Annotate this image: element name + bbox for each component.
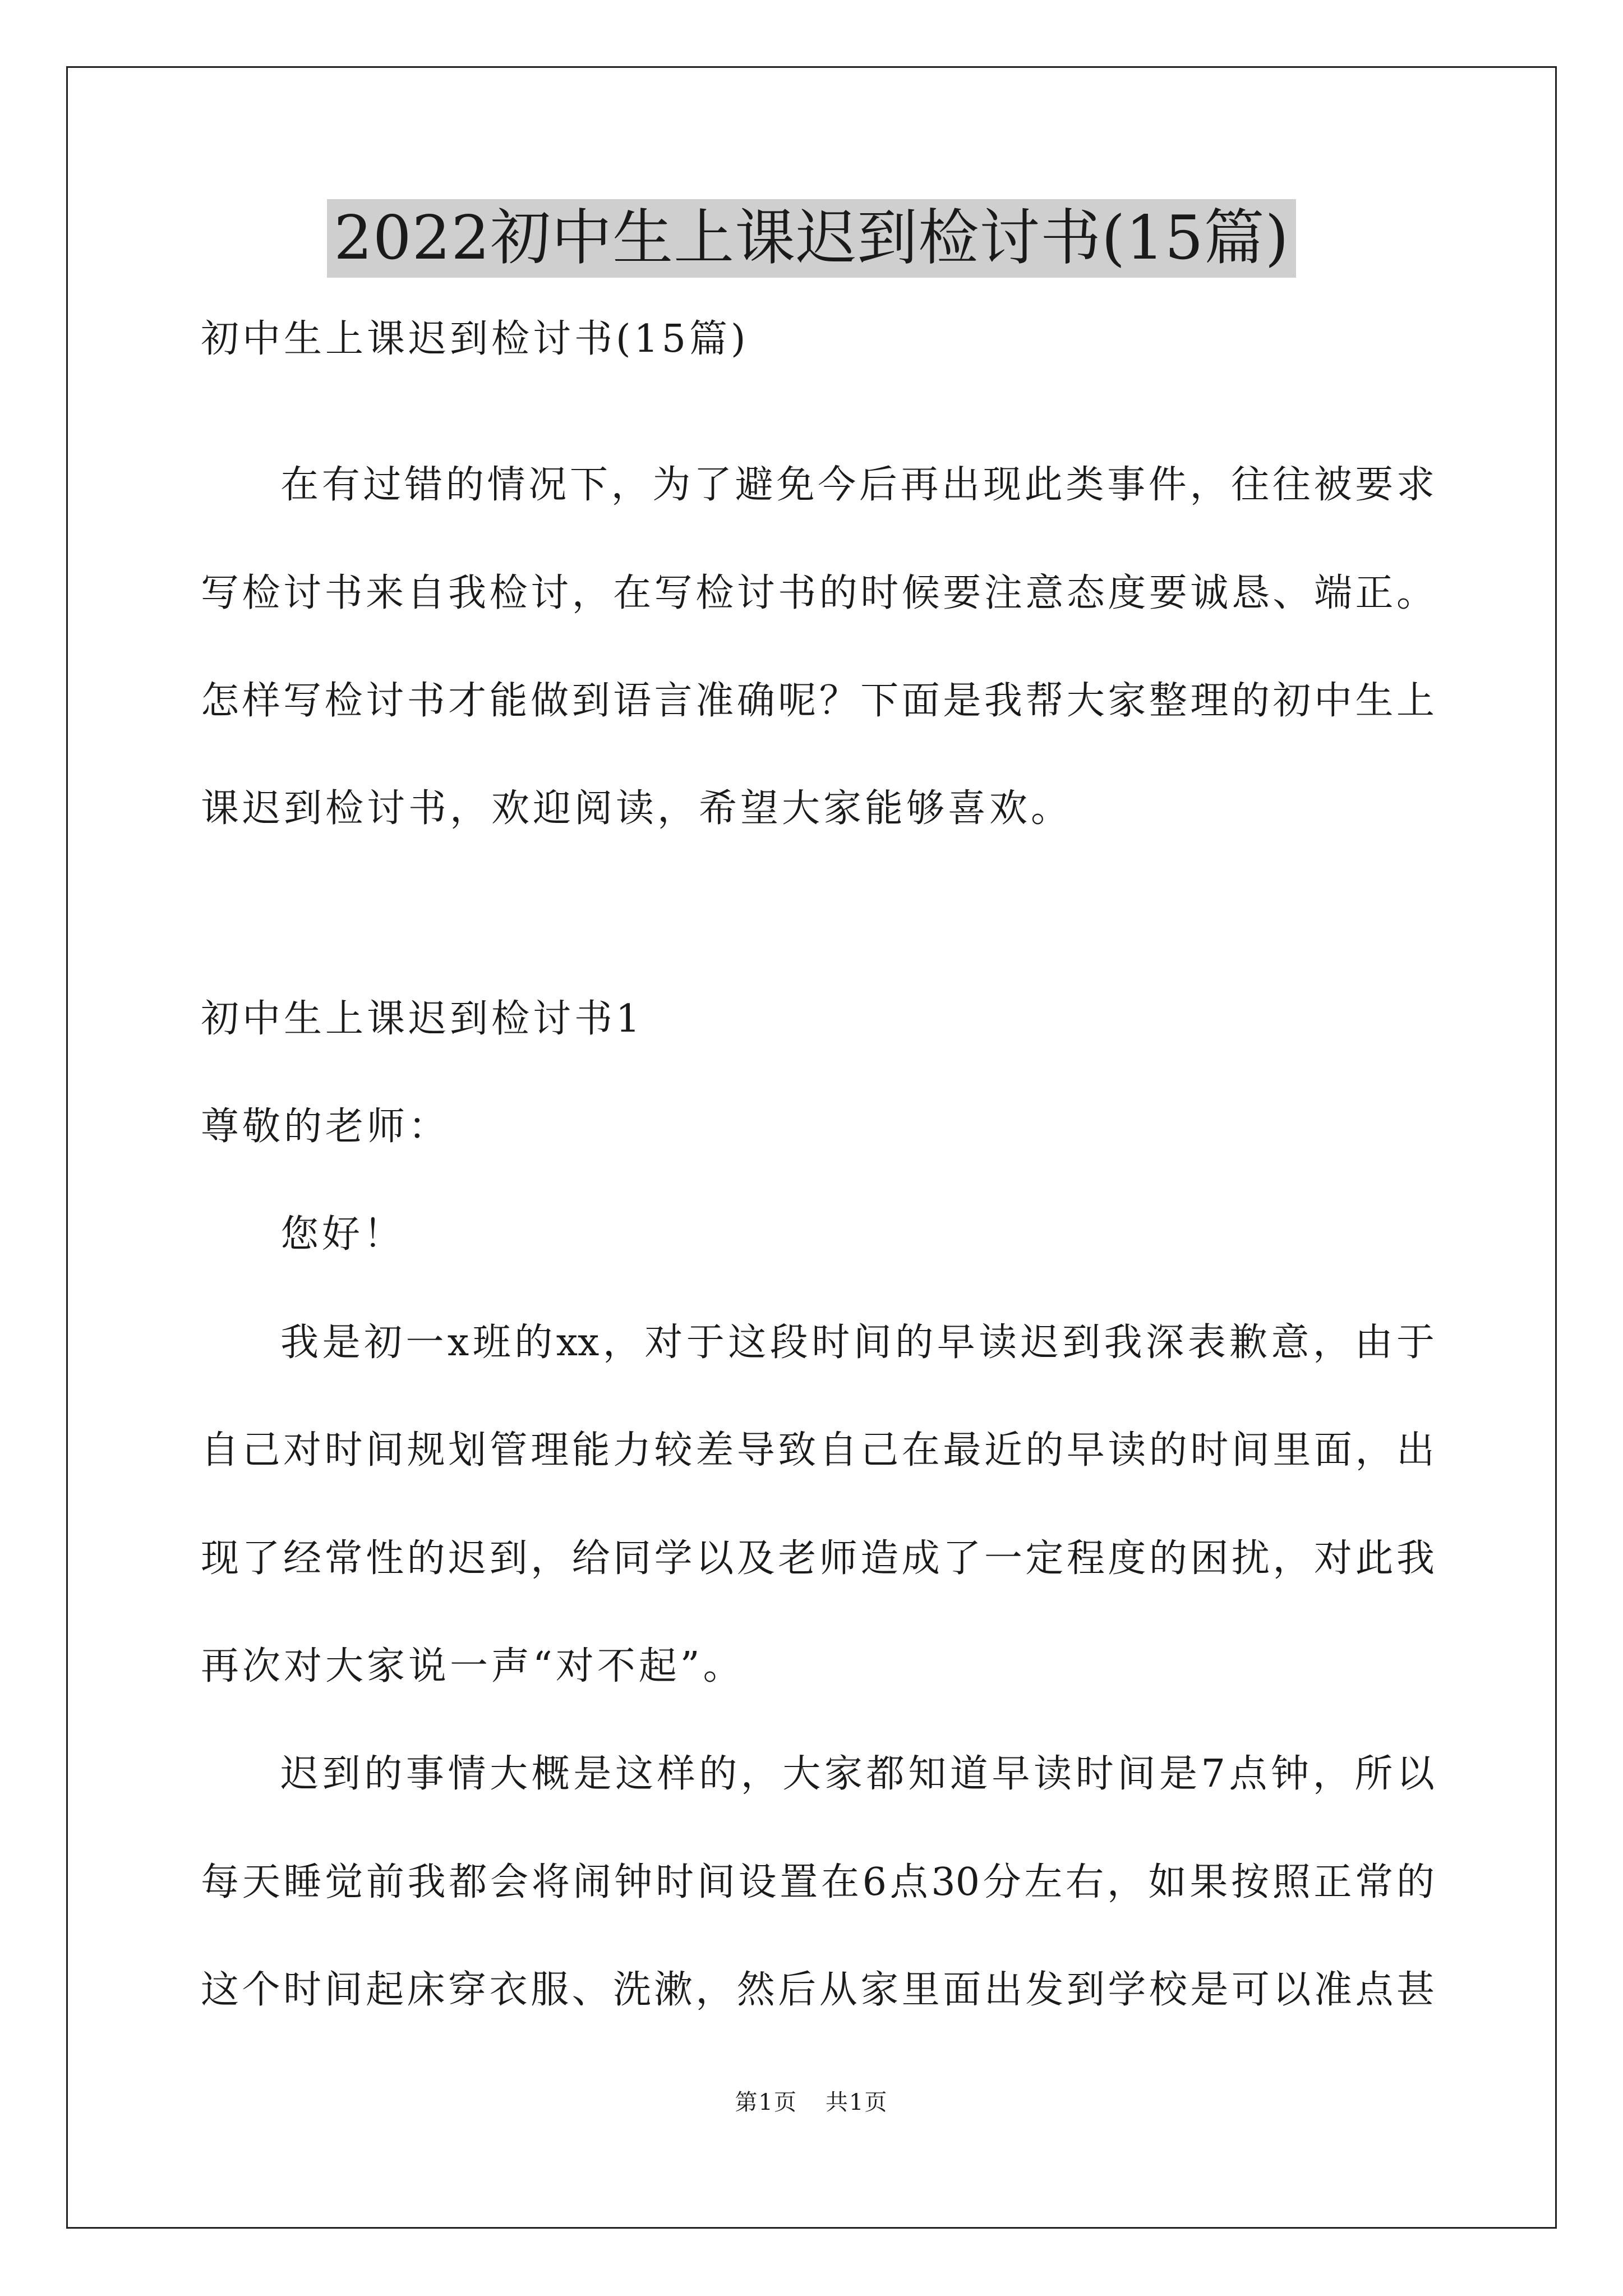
document-title: 2022初中生上课迟到检讨书(15篇)	[327, 199, 1296, 278]
paragraph-line: 现了经常性的迟到，给同学以及老师造成了一定程度的困扰，对此我	[201, 1536, 1435, 1581]
paragraph-line: 写检讨书来自我检讨，在写检讨书的时候要注意态度要诚恳、端正。	[201, 571, 1435, 615]
subtitle-line: 初中生上课迟到检讨书(15篇)	[201, 317, 749, 361]
salutation: 尊敬的老师：	[201, 1105, 450, 1149]
paragraph-line: 这个时间起床穿衣服、洗漱，然后从家里面出发到学校是可以准点甚	[201, 1968, 1435, 2012]
paragraph-line: 在有过错的情况下，为了避免今后再出现此类事件，往往被要求	[280, 463, 1435, 507]
page-footer	[0, 2087, 1623, 2118]
page-number: 第1页	[735, 2090, 797, 2115]
paragraph-line: 自己对时间规划管理能力较差导致自己在最近的早读的时间里面，出	[201, 1428, 1435, 1473]
paragraph-line: 我是初一x班的xx，对于这段时间的早读迟到我深表歉意，由于	[280, 1320, 1435, 1365]
title-container	[0, 199, 1623, 278]
paragraph-line: 再次对大家说一声“对不起”。	[201, 1644, 745, 1688]
page-total: 共1页	[826, 2090, 888, 2115]
greeting: 您好！	[280, 1212, 405, 1257]
section-heading: 初中生上课迟到检讨书1	[201, 997, 644, 1041]
paragraph-line: 课迟到检讨书，欢迎阅读，希望大家能够喜欢。	[201, 786, 1073, 831]
paragraph-line: 迟到的事情大概是这样的，大家都知道早读时间是7点钟，所以	[280, 1752, 1435, 1796]
paragraph-line: 怎样写检讨书才能做到语言准确呢？下面是我帮大家整理的初中生上	[201, 679, 1435, 723]
paragraph-line: 每天睡觉前我都会将闹钟时间设置在6点30分左右，如果按照正常的	[201, 1860, 1435, 1904]
